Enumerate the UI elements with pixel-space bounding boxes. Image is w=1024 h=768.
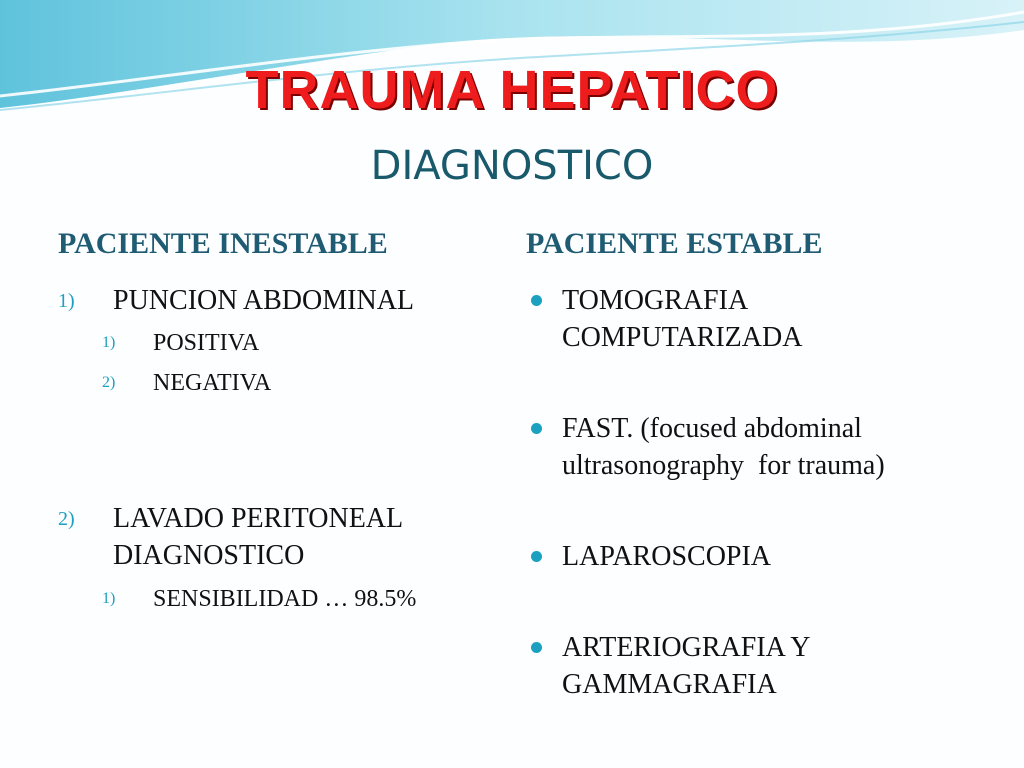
left-column-heading: PACIENTE INESTABLE bbox=[58, 227, 388, 260]
bullet-line: TOMOGRAFIA bbox=[562, 285, 749, 316]
slide-title: TRAUMA HEPATICO bbox=[245, 60, 779, 120]
sublist-marker: 1) bbox=[102, 334, 116, 351]
list-item-lavado-line2: DIAGNOSTICO bbox=[113, 540, 305, 571]
bullet-line: GAMMAGRAFIA bbox=[562, 669, 777, 700]
right-column-heading: PACIENTE ESTABLE bbox=[526, 227, 823, 260]
sublist-item-positiva: POSITIVA bbox=[153, 330, 260, 356]
sublist-item-negativa: NEGATIVA bbox=[153, 370, 272, 396]
bullet-icon bbox=[531, 295, 542, 306]
bullet-item-tomografia bbox=[562, 282, 982, 356]
bullet-item-arteriografia bbox=[562, 629, 982, 703]
list-marker: 1) bbox=[58, 290, 75, 312]
sublist-marker: 1) bbox=[102, 590, 116, 607]
bullet-icon bbox=[531, 551, 542, 562]
bullet-line: LAPAROSCOPIA bbox=[562, 541, 772, 572]
list-marker: 2) bbox=[58, 508, 75, 530]
bullet-line: ultrasonography for trauma) bbox=[562, 450, 885, 481]
slide-subtitle: DIAGNOSTICO bbox=[370, 143, 654, 189]
bullet-line: FAST. (focused abdominal bbox=[562, 413, 862, 444]
bullet-item-laparoscopia bbox=[562, 538, 982, 575]
bullet-line: ARTERIOGRAFIA Y bbox=[562, 632, 811, 663]
list-item-lavado-line1: LAVADO PERITONEAL bbox=[113, 503, 404, 534]
bullet-item-fast bbox=[562, 410, 982, 484]
bullet-icon bbox=[531, 423, 542, 434]
list-item-puncion: PUNCION ABDOMINAL bbox=[113, 285, 415, 316]
bullet-icon bbox=[531, 642, 542, 653]
bullet-line: COMPUTARIZADA bbox=[562, 322, 803, 353]
sublist-item-sensibilidad: SENSIBILIDAD … 98.5% bbox=[153, 586, 417, 612]
sublist-marker: 2) bbox=[102, 374, 116, 391]
